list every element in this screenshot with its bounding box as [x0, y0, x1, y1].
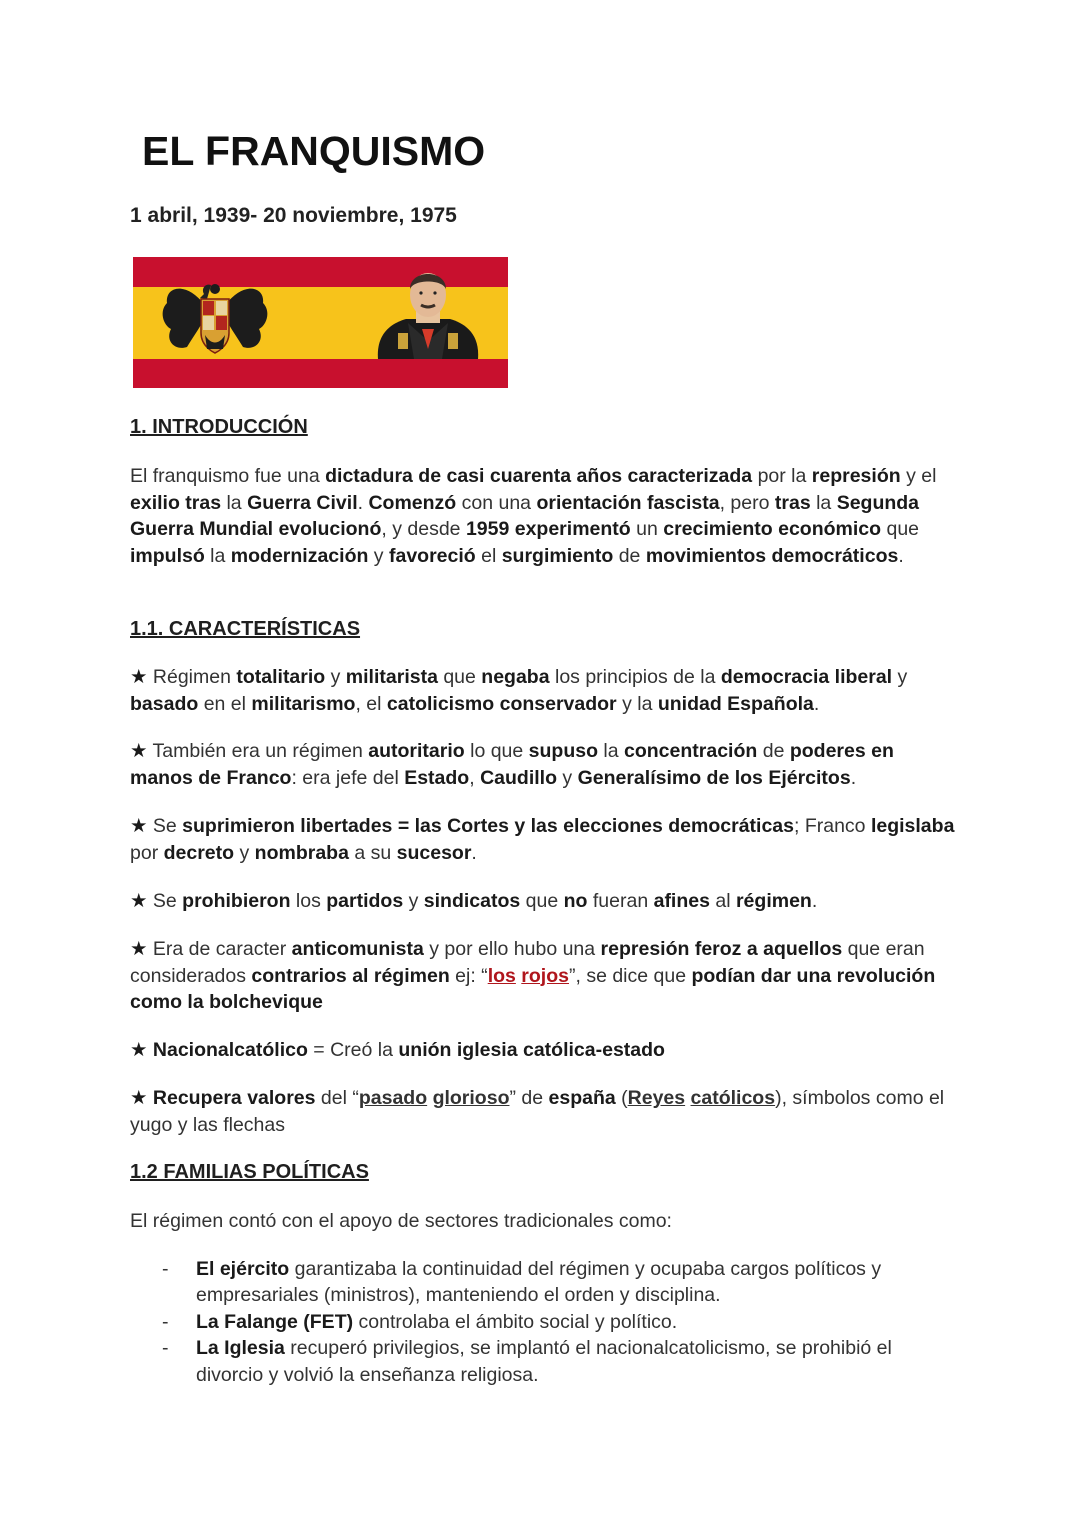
familia-text [196, 1311, 677, 1333]
text-segment: Se [147, 890, 183, 912]
text-segment: unidad Española [657, 692, 814, 715]
text-segment: nombraba [254, 841, 349, 864]
text-segment: ( [615, 1087, 628, 1109]
text-segment: controlaba el ámbito social y político. [353, 1310, 678, 1333]
list-dash: - [162, 1310, 169, 1333]
text-segment: que [520, 890, 564, 912]
page-title: EL FRANQUISMO [142, 128, 486, 174]
text-segment: . [813, 692, 820, 715]
text-segment: afines [653, 890, 710, 912]
text-segment: exilio tras [130, 491, 222, 514]
text-segment: que [437, 666, 482, 688]
familia-item [130, 1335, 960, 1388]
text-segment: La Falange (FET) [196, 1310, 354, 1333]
text-segment: catolicismo conservador [386, 692, 617, 715]
caracteristica-item [130, 664, 960, 717]
text-segment: régimen [735, 890, 812, 912]
text-segment: los principios de la [549, 666, 721, 688]
text-segment: la [204, 544, 231, 567]
text-segment: orientación fascista [536, 491, 720, 514]
text-segment: militarista [345, 666, 438, 688]
text-segment: 1959 experimentó [465, 518, 631, 540]
caracteristicas-heading: 1.1. CARACTERÍSTICAS [130, 618, 361, 640]
list-dash: - [162, 1337, 169, 1359]
text-segment: El ejército [196, 1257, 290, 1280]
text-segment: militarismo [251, 692, 356, 715]
text-segment: unión iglesia católica-estado [398, 1039, 665, 1061]
text-segment: la [810, 491, 837, 514]
familia-text [196, 1258, 881, 1307]
text-segment: por la [752, 465, 812, 487]
text-segment: Caudillo [480, 766, 557, 789]
text-segment: dictadura de casi cuarenta años caracterizada [325, 465, 753, 487]
text-segment: por [130, 841, 164, 864]
intro-paragraph [130, 463, 960, 569]
text-segment: La Iglesia [196, 1337, 285, 1359]
text-segment: fueran [587, 890, 654, 912]
text-segment: poderes en manos de Franco [130, 740, 894, 789]
text-segment: . [471, 841, 477, 864]
caracteristica-item [130, 813, 960, 866]
text-segment: impulsó [130, 544, 205, 567]
text-segment: recuperó privilegios, se implantó el nacionalcatolicismo, se prohibió el divorcio y volvió la enseñanza religiosa. [196, 1337, 892, 1386]
date-range: 1 abril, 1939- 20 noviembre, 1975 [130, 204, 457, 227]
text-segment: los [290, 890, 327, 912]
text-segment: del “ [315, 1087, 359, 1109]
text-segment: y [403, 890, 424, 912]
text-segment: = Creó la [307, 1039, 399, 1061]
text-segment: crecimiento económico [663, 518, 882, 540]
text-segment: decreto [163, 841, 235, 864]
text-segment: Guerra Civil [247, 491, 358, 514]
caracteristica-item [130, 936, 960, 1016]
flag-image [133, 257, 508, 388]
star-bullet-icon: ★ [130, 740, 148, 762]
text-segment: Recupera valores [152, 1087, 316, 1109]
text-segment: Era de caracter [147, 938, 292, 960]
text-segment: , el [355, 692, 387, 715]
caracteristica-item [130, 888, 960, 915]
text-segment: y [368, 544, 389, 567]
text-segment: y [234, 841, 255, 864]
text-segment: ; Franco [794, 815, 871, 837]
text-segment: garantizaba la continuidad del régimen y ocupaba cargos políticos y empresariales (ministros), manteniendo el orden y disciplina. [196, 1257, 882, 1306]
text-segment: ), símbolos como el yugo y las flechas [130, 1087, 945, 1136]
text-segment: y [892, 666, 908, 688]
text-segment: de [757, 740, 790, 762]
text-segment: y por ello hubo una [423, 938, 601, 960]
star-bullet-icon: ★ [130, 938, 148, 960]
text-segment: contrarios al régimen [251, 964, 450, 987]
text-segment: . [850, 766, 857, 789]
text-segment: ej: “ [449, 964, 488, 987]
text-segment: supuso [528, 740, 598, 762]
text-segment: un [630, 518, 664, 540]
text-segment: no [563, 890, 588, 912]
text-segment: Reyes [627, 1087, 686, 1109]
text-segment: con una [456, 491, 537, 514]
text-segment: rojos [521, 964, 569, 987]
text-segment: suprimieron libertades = las Cortes y las elecciones democráticas [182, 815, 794, 837]
familias-list [130, 1256, 960, 1389]
text-segment: y el [900, 465, 937, 487]
caracteristicas-section [130, 618, 960, 1136]
text-segment: la [598, 740, 625, 762]
text-segment: Régimen [147, 666, 237, 688]
familia-item [130, 1309, 960, 1336]
text-segment: movimientos democráticos [645, 544, 899, 567]
text-segment: al [709, 890, 736, 912]
familia-text [196, 1337, 892, 1386]
star-bullet-icon: ★ [130, 1087, 148, 1109]
text-segment: pasado [358, 1087, 428, 1109]
text-segment: Nacionalcatólico [152, 1039, 308, 1061]
text-segment: el [475, 544, 502, 567]
text-segment: También era un régimen [147, 740, 369, 762]
caracteristica-item [130, 1037, 960, 1064]
star-bullet-icon: ★ [130, 1039, 148, 1061]
text-segment: sucesor [396, 841, 472, 864]
star-bullet-icon: ★ [130, 815, 148, 837]
text-segment: la [221, 491, 248, 514]
familias-intro: El régimen contó con el apoyo de sectores tradicionales como: [130, 1210, 672, 1232]
text-segment: . [357, 491, 369, 514]
text-segment: y [556, 766, 578, 789]
text-segment: . [898, 544, 904, 567]
text-segment: represión feroz a aquellos [600, 938, 843, 960]
caracteristica-item [130, 1085, 960, 1138]
text-segment: sindicatos [423, 890, 521, 912]
familias-heading: 1.2 FAMILIAS POLÍTICAS [130, 1161, 369, 1183]
text-segment: partidos [326, 890, 404, 912]
text-segment: de [613, 544, 646, 567]
familia-item [130, 1256, 960, 1309]
text-segment: ” de [509, 1087, 549, 1109]
text-segment: Se [147, 815, 183, 837]
star-bullet-icon: ★ [130, 666, 148, 688]
text-segment: . [811, 890, 818, 912]
text-segment: represión [811, 465, 901, 487]
text-segment: , [469, 766, 481, 789]
text-segment: , y desde [381, 518, 466, 540]
text-segment: Generalísimo de los Ejércitos [577, 766, 851, 789]
text-segment: Segunda Guerra Mundial evolucionó [130, 491, 920, 540]
text-segment: que [881, 518, 920, 540]
text-segment: Comenzó [368, 491, 457, 514]
text-segment: concentración [624, 740, 758, 762]
text-segment: y [325, 666, 346, 688]
text-segment: basado [130, 692, 199, 715]
text-segment: favoreció [388, 544, 476, 567]
text-segment: Estado [404, 766, 470, 789]
text-segment: en el [198, 692, 252, 715]
text-segment: prohibieron [182, 890, 291, 912]
text-segment: podían dar una revolución como la bolchevique [130, 964, 936, 1013]
text-segment: lo que [464, 740, 529, 762]
list-dash: - [162, 1257, 169, 1280]
text-segment: El franquismo fue una [130, 465, 326, 487]
text-segment: , pero [719, 491, 775, 514]
text-segment: totalitario [236, 666, 326, 688]
text-segment: ”, se dice que [568, 964, 692, 987]
intro-heading: 1. INTRODUCCIÓN [130, 416, 308, 438]
text-segment: : era jefe del [291, 766, 405, 789]
text-segment: a su [348, 841, 397, 864]
text-segment: negaba [481, 666, 550, 688]
text-segment: legislaba [870, 815, 955, 837]
text-segment: surgimiento [501, 544, 614, 567]
text-segment: tras [774, 491, 811, 514]
text-segment: glorioso [432, 1087, 510, 1109]
caracteristica-item [130, 738, 960, 791]
text-segment: anticomunista [291, 938, 424, 960]
text-segment: modernización [230, 544, 369, 567]
text-segment: católicos [690, 1087, 776, 1109]
text-segment: españa [548, 1087, 616, 1109]
familias-section [130, 1161, 960, 1388]
star-bullet-icon: ★ [130, 890, 148, 912]
intro-section [130, 416, 960, 569]
text-segment: y la [616, 692, 658, 715]
text-segment: los [487, 964, 516, 987]
text-segment: democracia liberal [720, 666, 893, 688]
text-segment: que eran considerados [130, 938, 925, 987]
text-segment: autoritario [368, 740, 465, 762]
